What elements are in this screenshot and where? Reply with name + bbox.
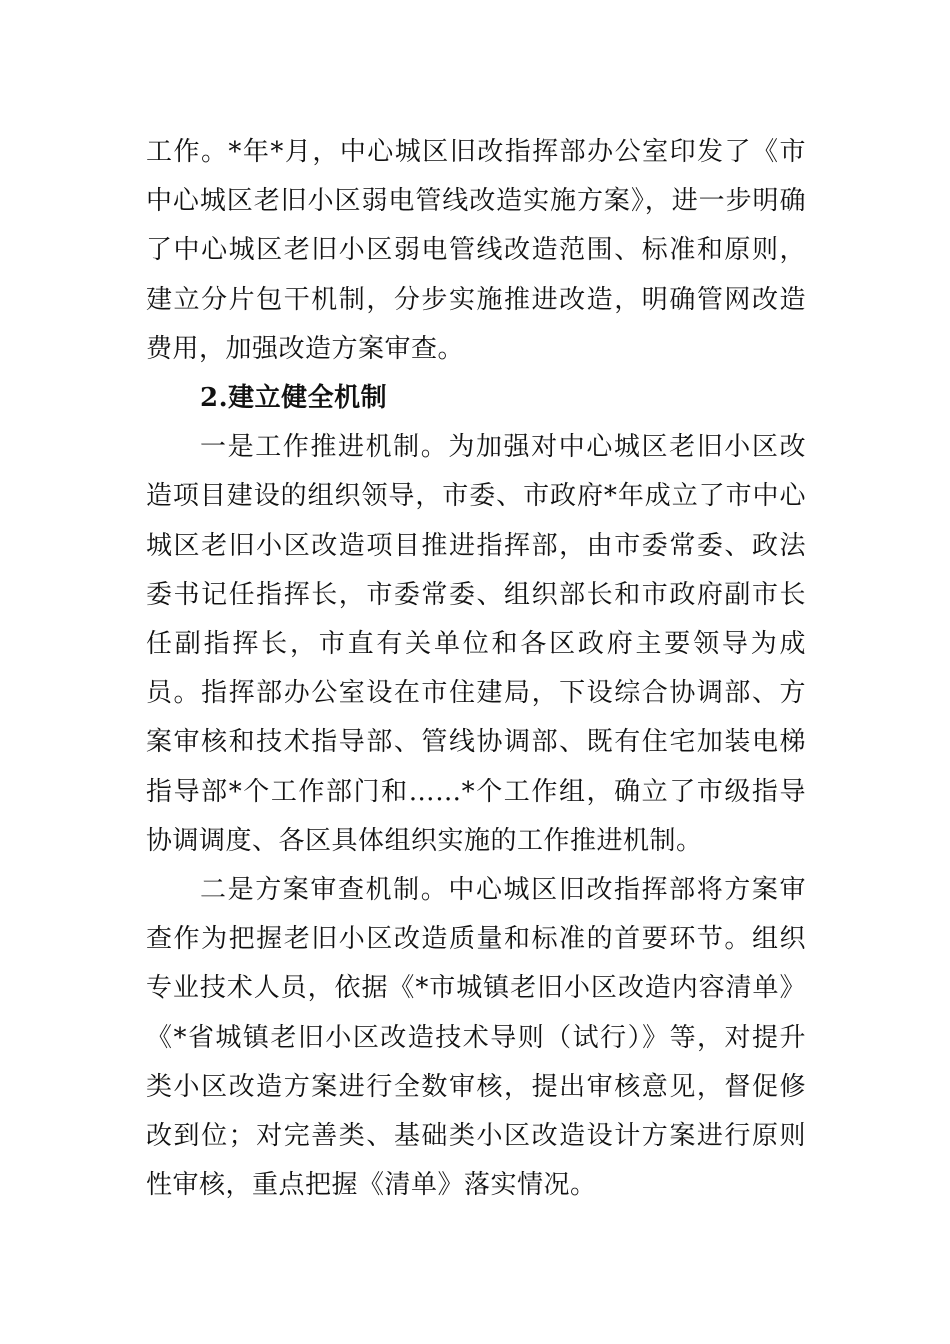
document-body [146, 128, 806, 1210]
paragraph-review-mechanism: 二是方案审查机制。中心城区旧改指挥部将方案审查作为把握老旧小区改造质量和标准的首要环节。组织专业技术人员，依据《*市城镇老旧小区改造内容清单》《*省城镇老旧小区改造技术导则（试行）》等，对提升类小区改造方案进行全数审核，提出审核意见，督促修改到位；对完善类、基础类小区改造设计方案进行原则性审核，重点把握《清单》落实情况。 [146, 875, 806, 1201]
paragraph-continuation: 工作。*年*月，中心城区旧改指挥部办公室印发了《市中心城区老旧小区弱电管线改造实施方案》，进一步明确了中心城区老旧小区弱电管线改造范围、标准和原则，建立分片包干机制，分步实施推进改造，明确管网改造费用，加强改造方案审查。 [146, 137, 806, 364]
section-heading: 2.建立健全机制 [200, 383, 388, 414]
paragraph-work-mechanism: 一是工作推进机制。为加强对中心城区老旧小区改造项目建设的组织领导，市委、市政府*年成立了市中心城区老旧小区改造项目推进指挥部，由市委常委、政法委书记任指挥长，市委常委、组织部长和市政府副市长任副指挥长，市直有关单位和各区政府主要领导为成员。指挥部办公室设在市住建局，下设综合协调部、方案审核和技术指导部、管线协调部、既有住宅加装电梯指导部*个工作部门和……*个工作组，确立了市级指导协调调度、各区具体组织实施的工作推进机制。 [146, 432, 806, 856]
